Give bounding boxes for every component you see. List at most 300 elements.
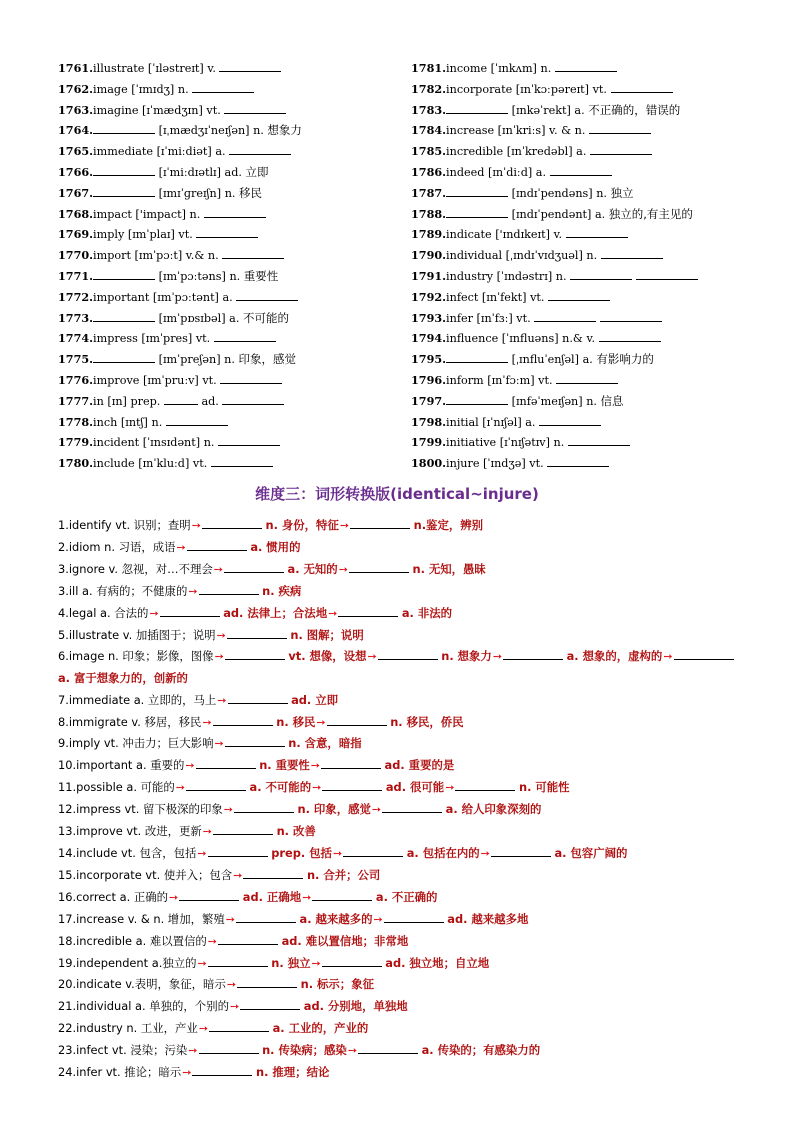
conversion-answer: n. 含意，暗指 xyxy=(288,736,362,751)
answer-blank xyxy=(187,538,247,551)
vocab-word: infer xyxy=(446,311,473,325)
arrow-icon: ➙ xyxy=(182,1066,192,1080)
vocab-meaning: 独立 xyxy=(610,185,634,200)
arrow-icon: ➙ xyxy=(169,890,179,904)
conversion-headword: 1.identify vt. 识别；查明 xyxy=(58,518,191,532)
answer-blank xyxy=(199,1041,259,1054)
answer-blank xyxy=(384,910,444,923)
vocab-phonetic: [ɪnˈkɔːpəreɪt] xyxy=(515,82,590,96)
conversion-row xyxy=(58,712,748,734)
conversion-answer: ad. 正确地 xyxy=(242,889,302,904)
conversion-headword: 6.image n. 印象；影像，图像 xyxy=(58,649,214,664)
vocab-row xyxy=(411,204,751,225)
conversion-row xyxy=(58,515,748,537)
conversion-answer: a. 越来越多的 xyxy=(299,911,373,926)
vocab-phonetic: [ɪnˈfɔːm] xyxy=(487,373,535,387)
vocab-number: 1768. xyxy=(58,206,94,221)
vocab-pos: n. xyxy=(253,124,264,138)
vocab-row xyxy=(58,120,398,141)
arrow-icon: ➙ xyxy=(328,606,338,620)
answer-blank xyxy=(556,371,618,384)
arrow-icon: ➙ xyxy=(229,1000,240,1014)
vocab-pos: prep. xyxy=(130,394,161,408)
conversion-row xyxy=(58,646,748,689)
vocab-pos: a. xyxy=(525,415,536,429)
answer-blank xyxy=(218,932,278,945)
answer-blank xyxy=(164,392,198,405)
vocab-number: 1798. xyxy=(411,414,447,429)
vocab-row xyxy=(411,141,751,162)
arrow-icon: ➙ xyxy=(332,846,343,860)
vocab-word: imply xyxy=(93,228,125,242)
answer-blank xyxy=(166,413,228,426)
vocab-number: 1779. xyxy=(58,435,94,450)
answer-blank xyxy=(93,121,155,134)
arrow-icon: ➙ xyxy=(347,1044,358,1058)
vocab-row xyxy=(411,308,751,329)
vocab-phonetic: [ɪmˈpɒsɪbəl] xyxy=(158,311,226,325)
section-heading: 维度三：词形转换版(identical~injure) xyxy=(255,485,539,503)
vocab-meaning: 有影响力的 xyxy=(596,352,654,367)
answer-blank xyxy=(674,647,734,660)
answer-blank xyxy=(225,734,285,747)
vocab-row xyxy=(411,183,751,204)
conversion-row xyxy=(58,777,748,799)
vocab-row xyxy=(411,287,751,308)
answer-blank xyxy=(446,392,508,405)
conversion-answer: a. 包括在内的 xyxy=(406,845,480,860)
vocab-number: 1791. xyxy=(411,268,447,283)
conversion-answer: n. 疾病 xyxy=(262,583,302,598)
vocab-word: include xyxy=(93,457,135,471)
answer-blank xyxy=(218,433,280,446)
answer-blank xyxy=(455,778,515,791)
vocab-phonetic: [ɪmˈpres] xyxy=(141,332,193,346)
conversion-answer: a. 不正确的 xyxy=(375,889,438,904)
arrow-icon: ➙ xyxy=(197,846,207,860)
answer-blank xyxy=(491,844,551,857)
vocab-pos: v. & n. xyxy=(549,124,586,138)
arrow-icon: ➙ xyxy=(191,519,201,532)
conversion-answer: a. 富于想象力的，创新的 xyxy=(58,671,188,686)
vocab-word: infect xyxy=(446,290,479,304)
arrow-icon: ➙ xyxy=(213,562,223,576)
vocab-pos: vt. xyxy=(178,228,193,242)
vocab-phonetic: [ɪndɪˈpendəns] xyxy=(511,186,593,200)
conversion-answer: n. 移民，侨民 xyxy=(390,714,464,729)
vocab-word: initiative xyxy=(446,436,497,450)
vocab-word: improve xyxy=(93,373,140,387)
arrow-icon: ➙ xyxy=(338,562,348,576)
answer-blank xyxy=(358,1041,418,1054)
answer-blank xyxy=(547,454,609,467)
answer-blank xyxy=(343,844,403,857)
vocab-number: 1786. xyxy=(411,164,447,179)
answer-blank xyxy=(382,800,442,813)
vocab-phonetic: [ɪˈmædʒɪn] xyxy=(142,103,203,117)
vocab-row xyxy=(411,224,751,245)
conversion-row xyxy=(58,996,748,1018)
vocab-number: 1784. xyxy=(411,123,447,138)
vocab-pos: n. xyxy=(540,62,552,75)
vocab-phonetic: [ɪnfəˈmeɪʃən] xyxy=(511,394,583,408)
answer-blank xyxy=(208,844,268,857)
arrow-icon: ➙ xyxy=(149,606,159,620)
vocab-number: 1783. xyxy=(411,102,447,117)
vocab-row xyxy=(411,100,751,121)
arrow-icon: ➙ xyxy=(202,715,212,729)
vocab-number: 1772. xyxy=(58,289,94,304)
conversion-answer: n. 重要性 xyxy=(259,758,310,773)
conversion-row xyxy=(58,909,748,931)
vocab-number: 1799. xyxy=(411,435,447,450)
vocab-phonetic: [ɪndɪˈpendənt] xyxy=(511,207,592,221)
vocab-word: injure xyxy=(446,457,480,471)
vocab-word: image xyxy=(93,82,128,96)
answer-blank xyxy=(93,309,155,322)
conversion-headword: 24.infer vt. 推论；暗示 xyxy=(58,1065,182,1080)
conversion-row xyxy=(58,953,748,975)
conversion-row xyxy=(58,625,748,647)
vocab-number: 1789. xyxy=(411,227,447,242)
answer-blank xyxy=(202,516,262,529)
arrow-icon: ➙ xyxy=(185,759,195,773)
vocab-phonetic: [ˈɪnfluəns] xyxy=(501,332,559,346)
vocab-pos: n.& v. xyxy=(562,332,595,346)
answer-blank xyxy=(93,184,155,197)
vocab-phonetic: ['impact] xyxy=(135,207,186,221)
answer-blank xyxy=(213,822,273,835)
vocab-phonetic: [ɪˈmiːdiət] xyxy=(156,145,212,159)
answer-blank xyxy=(322,778,382,791)
answer-blank xyxy=(224,101,286,114)
answer-blank xyxy=(446,184,508,197)
vocab-meaning: 想象力 xyxy=(267,123,302,138)
answer-blank xyxy=(599,329,661,342)
vocab-pos: v.& n. xyxy=(185,249,219,263)
vocab-word: influence xyxy=(446,332,499,346)
conversion-headword: 22.industry n. 工业，产业 xyxy=(58,1021,198,1036)
conversion-answer: ad. 很可能 xyxy=(385,780,445,795)
answer-blank xyxy=(636,267,698,280)
arrow-icon: ➙ xyxy=(302,890,312,904)
vocab-word: initial xyxy=(446,415,479,429)
answer-blank xyxy=(570,267,632,280)
conversion-row xyxy=(58,603,748,625)
vocab-phonetic: [ɪnˈkriːs] xyxy=(497,124,546,138)
vocab-row xyxy=(411,349,751,370)
conversion-headword: 2.idiom n. 习语，成语 xyxy=(58,539,176,554)
vocab-pos: vt. xyxy=(530,290,545,304)
vocab-phonetic: [ɪn] xyxy=(107,394,127,408)
vocab-phonetic: [ˌɪnfluˈenʃəl] xyxy=(511,353,580,367)
vocab-number: 1796. xyxy=(411,372,447,387)
answer-blank xyxy=(555,59,617,72)
conversion-headword: 5.illustrate v. 加插图于；说明 xyxy=(58,627,216,642)
vocab-number: 1771. xyxy=(58,268,94,283)
vocab-pos: vt. xyxy=(529,457,544,471)
conversion-answer: prep. 包括 xyxy=(271,845,332,860)
vocab-phonetic: [ɪnˈkluːd] xyxy=(138,457,190,471)
answer-blank xyxy=(186,778,246,791)
vocab-phonetic: [ɪnkəˈrekt] xyxy=(511,103,571,117)
vocab-phonetic: [ɪntʃ] xyxy=(120,415,148,429)
vocab-row xyxy=(58,245,398,266)
vocab-pos: a. xyxy=(574,103,585,117)
arrow-icon: ➙ xyxy=(175,781,185,795)
conversion-answer: ad. 重要的是 xyxy=(384,758,455,773)
answer-blank xyxy=(214,329,276,342)
vocab-number: 1777. xyxy=(58,393,94,408)
conversion-row xyxy=(58,733,748,755)
answer-blank xyxy=(236,288,298,301)
arrow-icon: ➙ xyxy=(202,825,212,839)
arrow-icon: ➙ xyxy=(310,759,320,773)
answer-blank xyxy=(222,392,284,405)
answer-blank xyxy=(208,954,268,967)
vocab-row xyxy=(58,100,398,121)
answer-blank xyxy=(312,888,372,901)
answer-blank xyxy=(204,205,266,218)
vocab-pos: a. xyxy=(215,145,226,159)
conversion-headword: 8.immigrate v. 移居，移民 xyxy=(58,714,202,729)
answer-blank xyxy=(321,756,381,769)
vocab-column-left xyxy=(58,58,398,474)
vocab-row xyxy=(411,412,751,433)
vocab-pos: n. xyxy=(203,436,215,450)
arrow-icon: ➙ xyxy=(223,803,233,817)
vocab-row xyxy=(58,79,398,100)
conversion-answer: a. 非法的 xyxy=(401,605,453,620)
vocab-row xyxy=(58,224,398,245)
answer-blank xyxy=(349,560,409,573)
arrow-icon: ➙ xyxy=(214,737,224,751)
arrow-icon: ➙ xyxy=(197,956,207,970)
answer-blank xyxy=(220,371,282,384)
vocab-number: 1797. xyxy=(411,393,447,408)
arrow-icon: ➙ xyxy=(226,978,237,992)
arrow-icon: ➙ xyxy=(492,650,503,664)
conversion-answer: n. 移民 xyxy=(276,714,316,729)
vocab-row xyxy=(58,308,398,329)
vocab-word: incorporate xyxy=(446,82,513,96)
vocab-row xyxy=(411,245,751,266)
conversion-row xyxy=(58,690,748,712)
vocab-phonetic: [ɪnˈfekt] xyxy=(481,290,527,304)
vocab-pos: vt. xyxy=(206,103,221,117)
vocab-pos: n. xyxy=(224,186,236,200)
answer-blank xyxy=(503,647,563,660)
answer-blank xyxy=(237,975,297,988)
conversion-answer: a. 给人印象深刻的 xyxy=(445,802,542,817)
vocab-phonetic: [ɪˈmiːdɪətlɪ] xyxy=(158,165,221,179)
answer-blank xyxy=(93,267,155,280)
vocab-number: 1788. xyxy=(411,206,447,221)
vocab-pos: vt. xyxy=(592,82,607,96)
conversion-headword: 14.include vt. 包含，包括 xyxy=(58,845,197,860)
vocab-pos: a. xyxy=(576,145,587,159)
vocab-word: imagine xyxy=(93,103,139,117)
vocab-pos: vt. xyxy=(538,373,553,387)
conversion-row xyxy=(58,537,748,559)
vocab-word: impact xyxy=(93,207,132,221)
vocab-number: 1785. xyxy=(411,144,447,159)
vocab-number: 1774. xyxy=(58,331,94,346)
vocab-pos: a. xyxy=(535,165,547,179)
arrow-icon: ➙ xyxy=(225,912,235,926)
vocab-row xyxy=(411,58,751,79)
vocab-row xyxy=(58,204,398,225)
word-form-conversion-list xyxy=(58,515,748,1084)
conversion-answer: ad. 立即 xyxy=(291,692,338,707)
answer-blank xyxy=(568,433,630,446)
conversion-headword: 13.improve vt. 改进，更新 xyxy=(58,824,202,839)
answer-blank xyxy=(211,454,273,467)
conversion-row xyxy=(58,1040,748,1062)
answer-blank xyxy=(234,800,294,813)
answer-blank xyxy=(225,647,285,660)
conversion-answer: n. 无知，愚昧 xyxy=(412,561,486,576)
conversion-answer: n. 图解；说明 xyxy=(290,627,364,642)
vocab-phonetic: [ˌɪndɪˈvɪdʒuəl] xyxy=(505,249,583,263)
vocab-phonetic: [ɪnˈdiːd] xyxy=(487,165,533,179)
vocab-row xyxy=(411,328,751,349)
conversion-headword: 12.impress vt. 留下极深的印象 xyxy=(58,802,223,817)
conversion-headword: 16.correct a. 正确的 xyxy=(58,889,169,904)
answer-blank xyxy=(219,59,281,72)
arrow-icon: ➙ xyxy=(480,846,490,860)
answer-blank xyxy=(236,910,296,923)
answer-blank xyxy=(227,626,287,639)
answer-blank xyxy=(534,309,596,322)
conversion-answer: ad. 分别地，单独地 xyxy=(303,999,408,1014)
vocab-phonetic: [ˈɪndʒə] xyxy=(483,457,526,471)
conversion-row xyxy=(58,887,748,909)
conversion-headword: 10.important a. 重要的 xyxy=(58,758,185,773)
arrow-icon: ➙ xyxy=(214,650,224,664)
vocab-meaning: 印象，感觉 xyxy=(238,352,296,367)
arrow-icon: ➙ xyxy=(207,934,218,948)
answer-blank xyxy=(600,309,662,322)
vocab-row xyxy=(411,370,751,391)
answer-blank xyxy=(228,691,288,704)
conversion-answer: n. 推理；结论 xyxy=(256,1065,330,1080)
vocab-pos: n. xyxy=(151,415,163,429)
vocab-number: 1780. xyxy=(58,456,94,471)
vocab-meaning: 不正确的，错误的 xyxy=(588,102,681,117)
vocab-pos: n. xyxy=(189,207,201,221)
answer-blank xyxy=(327,713,387,726)
vocab-pos: vt. xyxy=(195,332,211,346)
conversion-answer: a. 惯用的 xyxy=(250,539,301,554)
vocab-number: 1778. xyxy=(58,414,94,429)
vocab-phonetic: [ɪˌmædʒɪˈneɪʃən] xyxy=(158,124,250,138)
vocab-number: 1792. xyxy=(411,289,447,304)
vocab-word: indeed xyxy=(446,165,485,179)
arrow-icon: ➙ xyxy=(188,1044,198,1058)
vocab-number: 1770. xyxy=(58,248,94,263)
answer-blank xyxy=(209,1019,269,1032)
vocab-word: inch xyxy=(93,415,118,429)
vocab-word: immediate xyxy=(93,145,153,159)
answer-blank xyxy=(446,101,508,114)
answer-blank xyxy=(222,246,284,259)
vocab-number: 1776. xyxy=(58,372,94,387)
arrow-icon: ➙ xyxy=(188,584,198,598)
conversion-answer: n. 标示；象征 xyxy=(300,977,374,992)
arrow-icon: ➙ xyxy=(373,912,383,926)
conversion-headword: 21.individual a. 单独的，个别的 xyxy=(58,999,229,1014)
answer-blank xyxy=(611,80,673,93)
arrow-icon: ➙ xyxy=(311,956,321,970)
vocab-word: increase xyxy=(446,124,495,138)
vocab-row xyxy=(58,287,398,308)
vocab-meaning: 不可能的 xyxy=(242,310,289,325)
vocab-pos: n. xyxy=(596,186,607,200)
vocab-number: 1761. xyxy=(58,61,94,75)
vocab-word: industry xyxy=(446,269,494,283)
vocab-pos: n. xyxy=(177,82,189,96)
vocab-pos: v. xyxy=(207,62,216,75)
arrow-icon: ➙ xyxy=(445,781,455,795)
conversion-headword: 3.ignore v. 忽视，对…不理会 xyxy=(58,561,213,576)
answer-blank xyxy=(550,163,612,176)
vocab-word: individual xyxy=(446,249,503,263)
vocab-row xyxy=(411,79,751,100)
arrow-icon: ➙ xyxy=(176,540,186,554)
answer-blank xyxy=(322,954,382,967)
answer-blank xyxy=(378,647,438,660)
answer-blank xyxy=(93,163,155,176)
answer-blank xyxy=(229,142,291,155)
answer-blank xyxy=(589,121,651,134)
vocab-number: 1787. xyxy=(411,185,447,200)
answer-blank xyxy=(539,413,601,426)
conversion-row xyxy=(58,1062,748,1084)
vocab-row xyxy=(58,349,398,370)
vocab-phonetic: [ˈɪmɪdʒ] xyxy=(131,82,175,96)
vocab-column-right xyxy=(411,58,751,474)
vocab-row xyxy=(411,391,751,412)
vocab-number: 1769. xyxy=(58,227,94,242)
vocab-pos: v. xyxy=(553,228,563,242)
conversion-headword: 3.ill a. 有病的；不健康的 xyxy=(58,583,188,598)
answer-blank xyxy=(350,516,410,529)
conversion-row xyxy=(58,581,748,603)
answer-blank xyxy=(192,1063,252,1076)
conversion-answer: n. 可能性 xyxy=(518,780,570,795)
vocab-phonetic: [ɪˈnɪʃətɪv] xyxy=(499,436,550,450)
vocab-phonetic: ['ɪndɪkeɪt] xyxy=(495,228,550,242)
vocab-meaning: 信息 xyxy=(600,393,624,408)
vocab-pos: a. xyxy=(229,311,240,325)
conversion-row xyxy=(58,931,748,953)
conversion-answer: n. 改善 xyxy=(276,824,316,839)
vocab-row xyxy=(58,162,398,183)
vocab-word: import xyxy=(93,249,131,263)
vocab-phonetic: [ɪnˈkredəbl] xyxy=(506,145,573,159)
vocab-number: 1775. xyxy=(58,352,94,367)
vocab-number: 1763. xyxy=(58,102,94,117)
vocab-phonetic: [ɪmˈpreʃən] xyxy=(158,353,221,367)
vocab-pos: n. xyxy=(553,436,565,450)
vocab-word: incident xyxy=(93,436,140,450)
vocab-pos: vt. xyxy=(202,373,217,387)
conversion-headword: 17.increase v. & n. 增加，繁殖 xyxy=(58,911,225,926)
vocab-number: 1766. xyxy=(58,164,94,179)
vocab-row xyxy=(58,432,398,453)
vocab-number: 1795. xyxy=(411,352,447,367)
